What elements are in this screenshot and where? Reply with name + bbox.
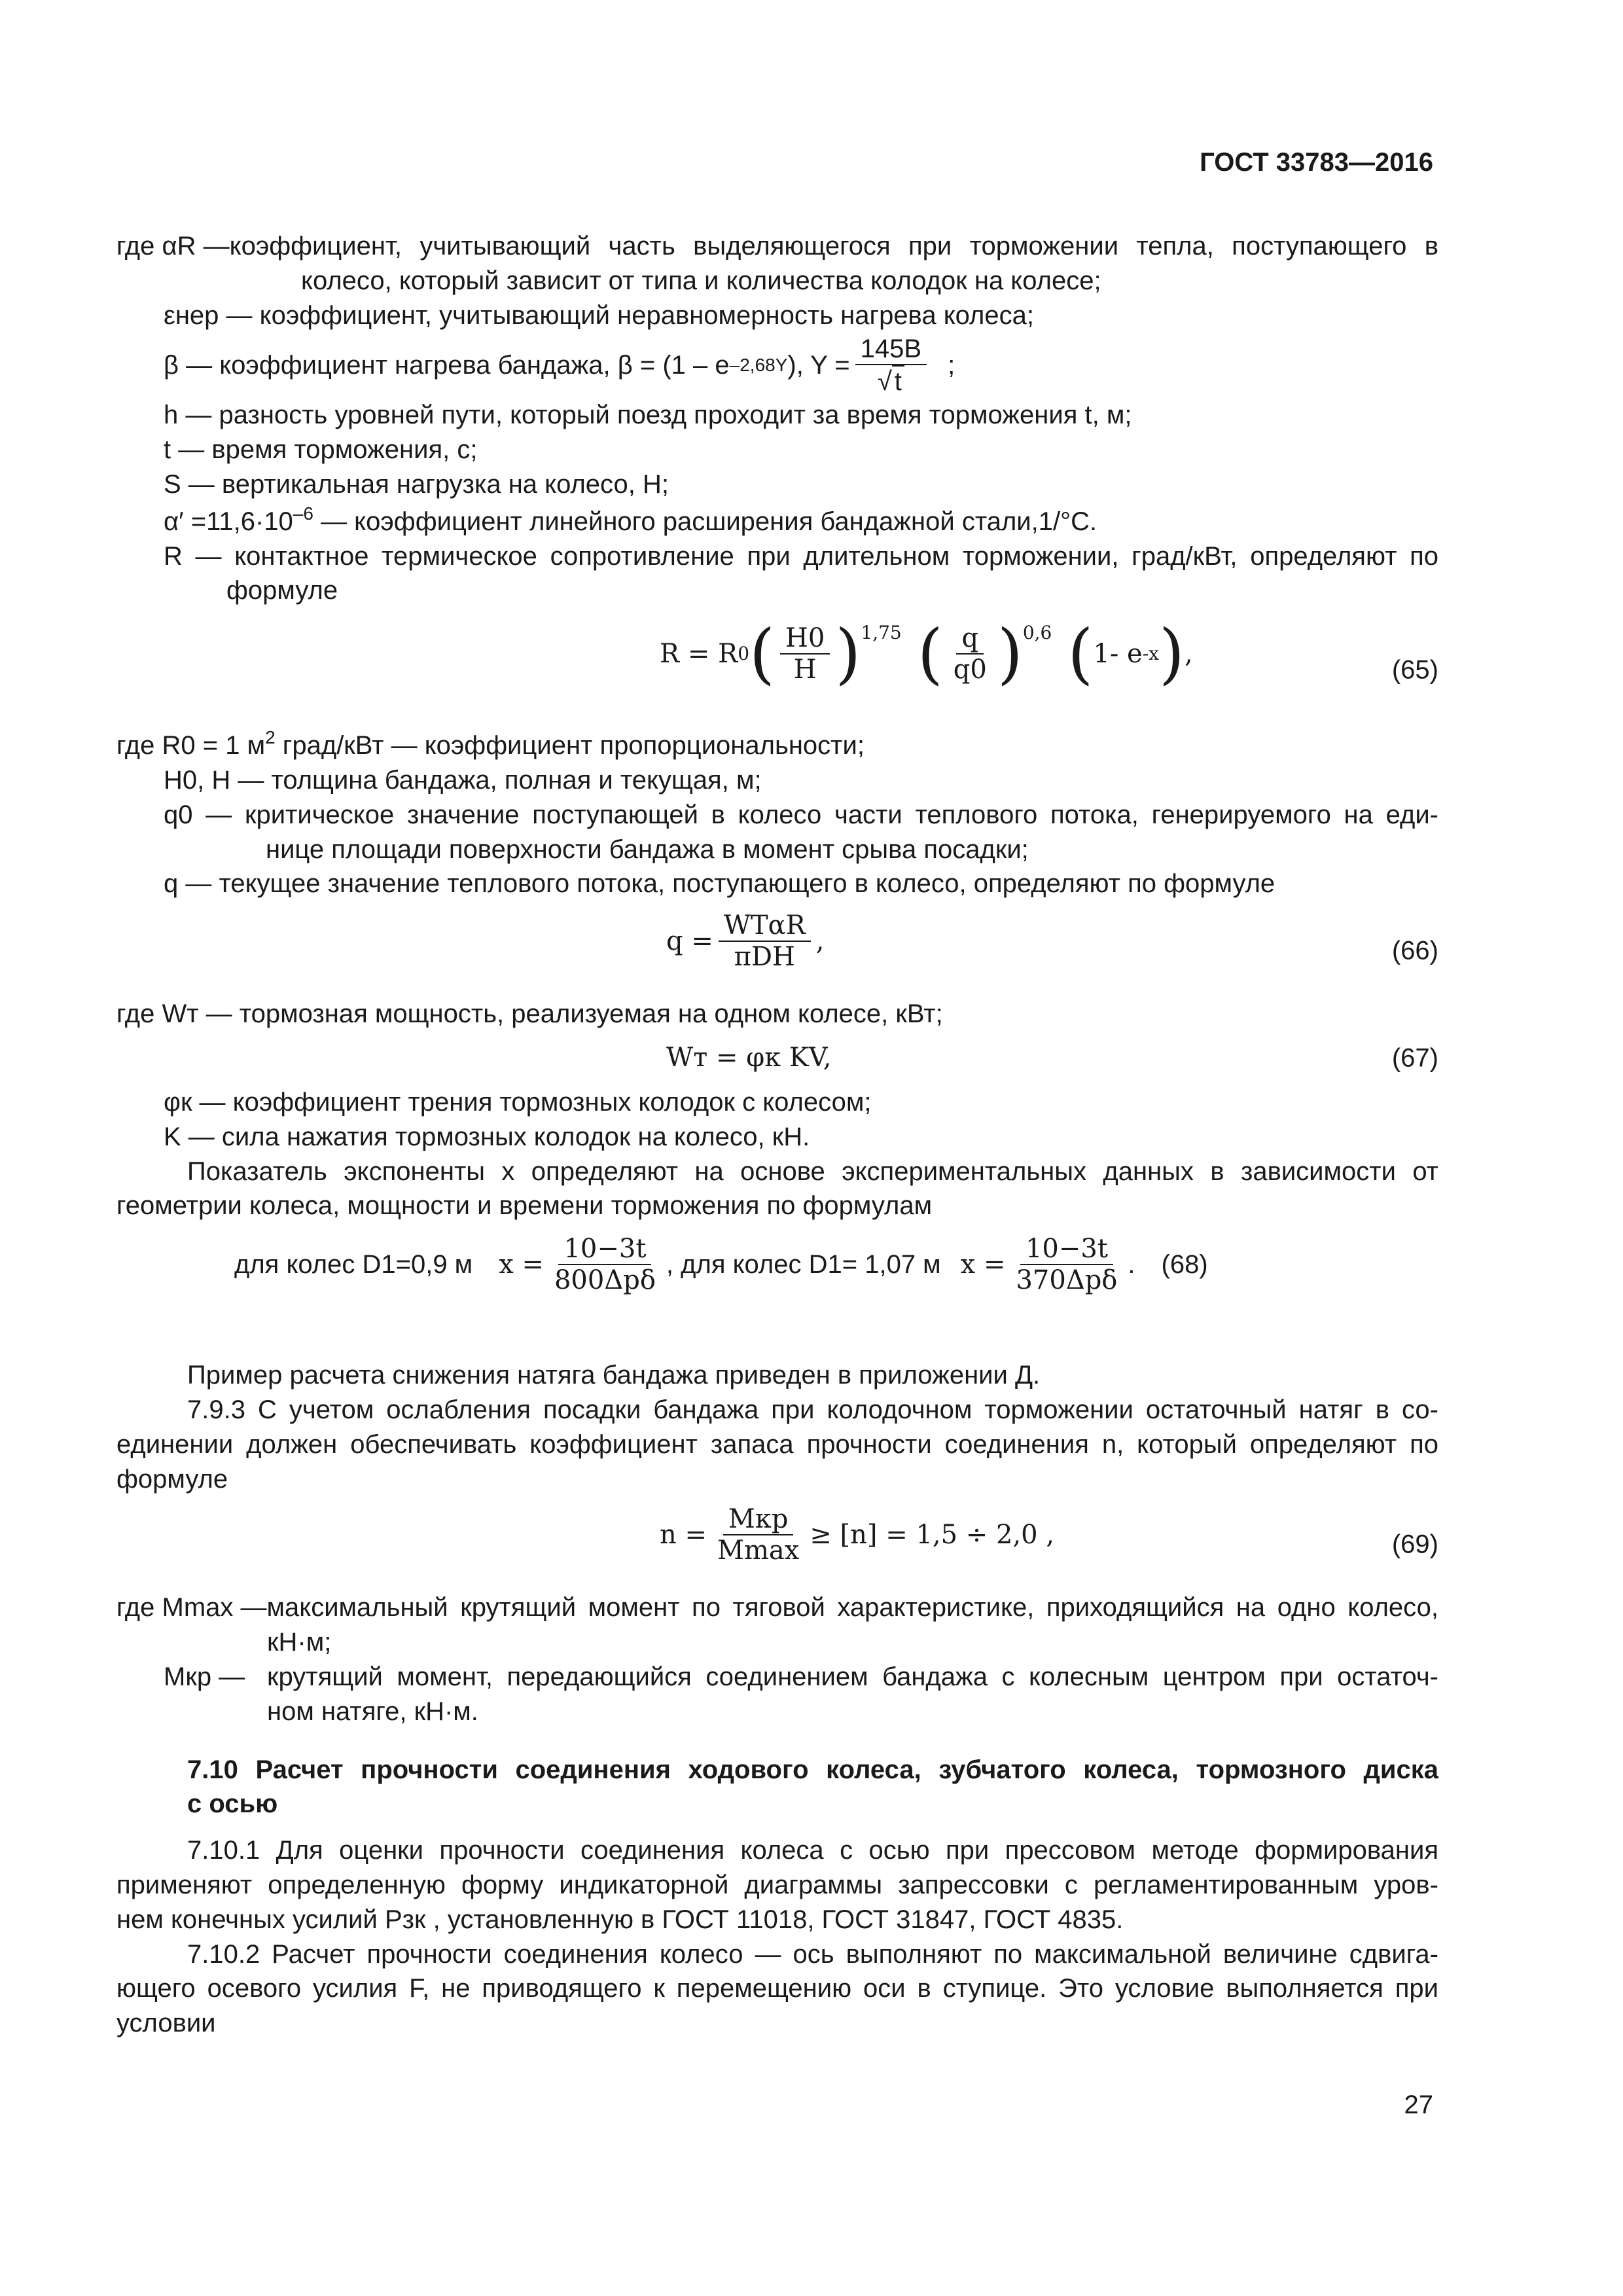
p793-line1: 7.9.3 С учетом ослабления посадки бандажа при колодочном торможении остаточный натяг в со- <box>187 1395 1438 1424</box>
f68-part1: для колес D1=0,9 м <box>234 1249 473 1279</box>
f65-frac1 <box>780 623 830 685</box>
f65-paren-open-3: ( <box>1067 615 1094 692</box>
formula-68 <box>116 1227 1438 1319</box>
def-k: K — сила нажатия тормозных колодок на колесо, кН. <box>164 1122 810 1151</box>
def-beta-close: ), Y = <box>787 350 850 380</box>
p7101-line1: 7.10.1 Для оценки прочности соединения колеса с осью при прессовом методе формирования <box>187 1836 1438 1865</box>
def-alpha-r <box>116 229 1438 264</box>
f66-den: πDH <box>734 942 795 973</box>
f65-frac2 <box>948 623 992 685</box>
example-line: Пример расчета снижения натяга бандажа приведен в приложении Д. <box>187 1361 1041 1390</box>
f69-den: Mmax <box>717 1535 800 1566</box>
exp-line1: Показатель экспоненты x определяют на основе экспериментальных данных в зависимости от <box>187 1157 1438 1186</box>
spacer <box>116 1729 1438 1753</box>
page-number: 27 <box>1404 2090 1433 2119</box>
formula-67-expr: Wт = φк KV, <box>666 1042 832 1073</box>
def-h: h — разность уровней пути, который поезд проходит за время торможения t, м; <box>164 401 1132 430</box>
f66-num: WTαR <box>719 910 811 942</box>
section-heading-line2: с осью <box>187 1789 278 1819</box>
spacer <box>116 1319 1438 1358</box>
f65-paren-close-1: ) <box>835 615 861 692</box>
p793-line3: формуле <box>116 1464 228 1494</box>
f68-x2: x = <box>960 1249 1006 1280</box>
def-q0-line1: q0 — критическое значение поступающей в колесо части теплового потока, генерируемого на еди- <box>164 800 1438 829</box>
f68-num2: 10−3t <box>1020 1234 1113 1265</box>
p7102-line1: 7.10.2 Расчет прочности соединения колесо — ось выполняют по максимальной величине сдвига- <box>187 1939 1438 1969</box>
def-beta-exp: –2,68Y <box>729 354 788 375</box>
def-q0-line2: нице площади поверхности бандажа в момент срыва посадки; <box>266 834 1029 864</box>
formula-68-number: (68) <box>1161 1249 1208 1279</box>
def-wt: где Wт — тормозная мощность, реализуемая на одном колесе, кВт; <box>116 999 943 1029</box>
def-mmax-line1: максимальный крутящий момент по тяговой характеристике, приходящийся на одно колесо, <box>266 1593 1438 1623</box>
def-alpha-prime-text: α′ =11,6·10 <box>164 507 293 536</box>
f68-part2: , для колес D1= 1,07 м <box>666 1249 941 1279</box>
def-beta-end: ; <box>948 350 955 380</box>
f68-frac2 <box>1010 1234 1122 1295</box>
def-s: S — вертикальная нагрузка на колесо, Н; <box>164 469 669 499</box>
def-beta <box>116 332 1438 398</box>
f69-lhs: n = <box>660 1519 707 1550</box>
p7102-line2: ющего осевого усилия F, не приводящего к перемещению оси в ступице. Это условие выполняется при <box>116 1974 1438 2003</box>
f65-paren-close-3: ) <box>1159 615 1185 692</box>
f65-tail: 1- e <box>1093 638 1143 669</box>
p793-line2: единении должен обеспечивать коэффициент запаса прочности соединения n, который определяют по <box>116 1429 1438 1459</box>
spacer <box>116 1821 1438 1833</box>
def-r0-sup: 2 <box>265 727 276 748</box>
page-content <box>116 229 1438 2041</box>
p7101-line2: применяют определенную форму индикаторной диаграммы запрессовки с регламентированным уров- <box>116 1870 1438 1899</box>
def-r-line1: R — контактное термическое сопротивление при длительном торможении, град/кВт, определяют по <box>164 541 1438 571</box>
f65-paren-open-1: ( <box>749 615 776 692</box>
formula-65-expr <box>660 615 1193 692</box>
def-mmax-term: где Mmax — <box>116 1593 267 1623</box>
def-mkr-line1: крутящий момент, передающийся соединением бандажа с колесным центром при остаточ- <box>267 1662 1438 1691</box>
def-mkr-line2: ном натяге, кН·м. <box>267 1696 478 1726</box>
def-r0-text: где R0 = 1 м <box>116 731 266 761</box>
section-heading-line1: 7.10 Расчет прочности соединения ходового колеса, зубчатого колеса, тормозного диска <box>187 1755 1438 1784</box>
f66-end: , <box>815 925 825 956</box>
f65-paren-close-2: ) <box>997 615 1023 692</box>
formula-65 <box>116 615 1438 726</box>
formula-66-number: (66) <box>1391 936 1438 965</box>
formula-69 <box>116 1499 1438 1590</box>
exp-line2: геометрии колеса, мощности и времени торможения по формулам <box>116 1191 933 1221</box>
f65-h0: H0 <box>780 623 830 655</box>
f69-frac <box>712 1504 804 1566</box>
def-h0h: H0, H — толщина бандажа, полная и текущая, м; <box>164 765 762 795</box>
def-q: q — текущее значение теплового потока, поступающего в колесо, определяют по формуле <box>164 869 1275 899</box>
def-mkr-term: Mкр — <box>164 1662 245 1691</box>
formula-67 <box>116 1031 1438 1085</box>
def-alpha-prime-exp: –6 <box>293 503 313 524</box>
def-mmax-line2: кН·м; <box>267 1628 332 1657</box>
formula-69-number: (69) <box>1391 1530 1438 1559</box>
f66-lhs: q = <box>666 925 713 956</box>
def-alpha-prime <box>116 502 1438 539</box>
def-mkr <box>116 1660 1438 1695</box>
f68-num1: 10−3t <box>558 1234 651 1265</box>
f69-num: Mкр <box>723 1504 794 1535</box>
f65-sub0: 0 <box>738 642 750 664</box>
formula-67-number: (67) <box>1391 1043 1438 1073</box>
def-beta-text: β — коэффициент нагрева бандажа, β = (1 – e <box>164 350 730 380</box>
def-alpha-r-line2: колесо, который зависит от типа и количества колодок на колесе; <box>301 266 1101 295</box>
f68-end: . <box>1128 1249 1135 1279</box>
beta-sqrt-arg: t <box>892 365 904 397</box>
def-r-line2: формуле <box>226 576 338 605</box>
f69-rhs: ≥ [n] = 1,5 ÷ 2,0 , <box>810 1519 1055 1550</box>
beta-denominator: √ t <box>872 365 910 397</box>
def-alpha-r-line1: коэффициент, учитывающий часть выделяющегося при торможении тепла, поступающего в <box>229 232 1438 260</box>
def-t: t — время торможения, с; <box>164 435 478 465</box>
formula-66 <box>116 905 1438 997</box>
f68-x1: x = <box>499 1249 544 1280</box>
def-alpha-r-term: где αR — <box>116 232 230 260</box>
p7102-line3: условии <box>116 2009 216 2038</box>
document-header: ГОСТ 33783—2016 <box>1200 148 1433 177</box>
p7101-line3: нем конечных усилий Pзк , установленную в ГОСТ 11018, ГОСТ 31847, ГОСТ 4835. <box>116 1905 1124 1934</box>
f65-exp1: 1,75 <box>861 622 902 644</box>
f68-den1: 800Δpδ <box>554 1265 656 1296</box>
formula-68-expr <box>234 1234 1208 1295</box>
f65-q0: q0 <box>953 655 987 685</box>
formula-65-number: (65) <box>1391 655 1438 685</box>
f65-exp2: 0,6 <box>1022 622 1052 644</box>
f68-frac1 <box>549 1234 661 1295</box>
f65-tail-exp: -x <box>1142 642 1159 664</box>
f65-paren-open-2: ( <box>917 615 943 692</box>
beta-numerator: 145B <box>855 334 927 365</box>
def-mmax <box>116 1590 1438 1625</box>
def-phi: φк — коэффициент трения тормозных колодок с колесом; <box>164 1087 872 1117</box>
f65-lhs: R = R <box>660 638 738 669</box>
def-r0-end: град/кВт — коэффициент пропорциональности; <box>275 731 865 761</box>
formula-66-expr <box>666 910 824 972</box>
f65-h: H <box>793 655 817 685</box>
f68-den2: 370Δpδ <box>1016 1265 1118 1296</box>
f65-end: , <box>1185 638 1193 669</box>
f65-q: q <box>956 623 984 655</box>
beta-fraction <box>855 334 927 397</box>
f66-frac <box>719 910 811 972</box>
def-alpha-prime-end: — коэффициент линейного расширения бандажной стали,1/°С. <box>313 507 1097 536</box>
formula-69-expr <box>660 1504 1054 1566</box>
def-r0 <box>116 726 1438 763</box>
def-eps: εнер — коэффициент, учитывающий неравномерность нагрева колеса; <box>164 300 1034 330</box>
